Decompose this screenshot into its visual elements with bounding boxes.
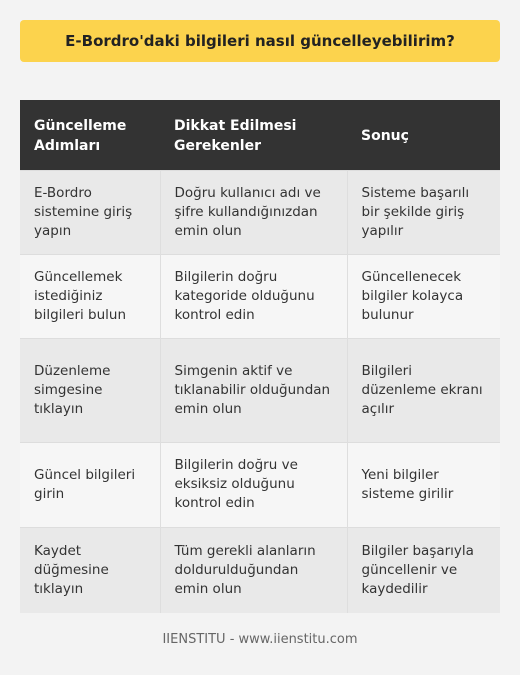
page-title: E-Bordro'daki bilgileri nasıl güncelleyebilirim? — [65, 32, 455, 50]
cell-note: Bilgilerin doğru kategoride olduğunu kontrol edin — [160, 254, 347, 338]
cell-result: Yeni bilgiler sisteme girilir — [347, 442, 500, 527]
table-row — [20, 527, 500, 613]
cell-result: Bilgileri düzenleme ekranı açılır — [347, 338, 500, 442]
cell-note: Doğru kullanıcı adı ve şifre kullandığınızdan emin olun — [160, 170, 347, 254]
cell-step: Güncellemek istediğiniz bilgileri bulun — [20, 254, 160, 338]
cell-result: Güncellenecek bilgiler kolayca bulunur — [347, 254, 500, 338]
cell-step: E-Bordro sistemine giriş yapın — [20, 170, 160, 254]
table-row — [20, 338, 500, 442]
column-header-result: Sonuç — [347, 100, 500, 170]
cell-result: Sisteme başarılı bir şekilde giriş yapılır — [347, 170, 500, 254]
cell-result: Bilgiler başarıyla güncellenir ve kaydedilir — [347, 527, 500, 613]
table-row — [20, 170, 500, 254]
steps-table — [20, 100, 500, 613]
title-banner — [20, 20, 500, 62]
cell-note: Simgenin aktif ve tıklanabilir olduğundan emin olun — [160, 338, 347, 442]
table-row — [20, 442, 500, 527]
cell-step: Kaydet düğmesine tıklayın — [20, 527, 160, 613]
column-header-notes: Dikkat Edilmesi Gerekenler — [160, 100, 347, 170]
cell-step: Güncel bilgileri girin — [20, 442, 160, 527]
column-header-steps: Güncelleme Adımları — [20, 100, 160, 170]
table-header-row — [20, 100, 500, 170]
table-row — [20, 254, 500, 338]
cell-step: Düzenleme simgesine tıklayın — [20, 338, 160, 442]
cell-note: Tüm gerekli alanların doldurulduğundan emin olun — [160, 527, 347, 613]
footer-credit: IIENSTITU - www.iienstitu.com — [162, 632, 358, 647]
cell-note: Bilgilerin doğru ve eksiksiz olduğunu kontrol edin — [160, 442, 347, 527]
